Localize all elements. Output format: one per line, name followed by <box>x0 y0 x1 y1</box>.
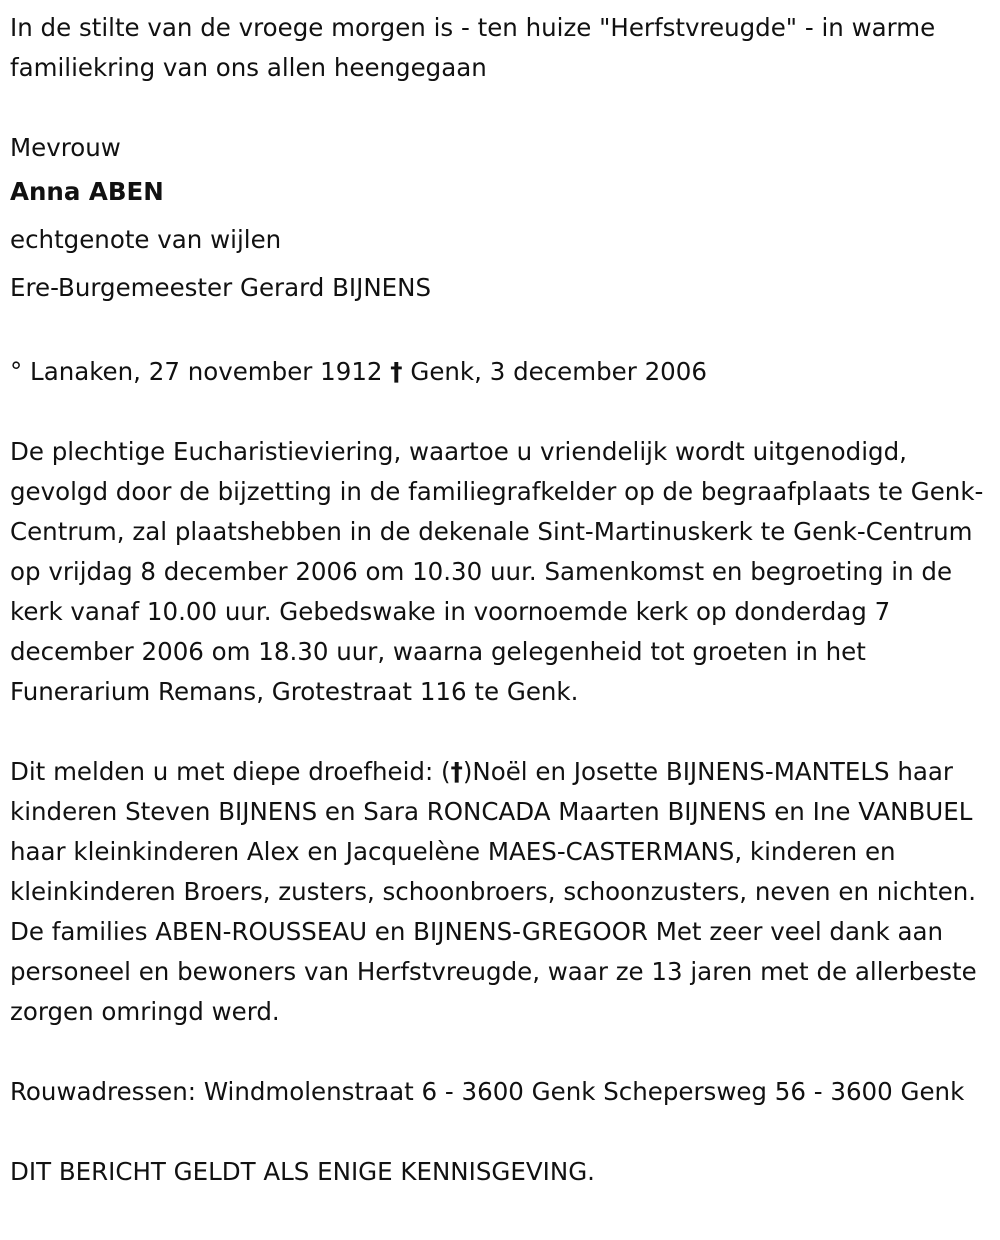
salutation: Mevrouw <box>10 133 121 162</box>
intro-text: In de stilte van de vroege morgen is - ten huize "Herfstvreugde" - in warme familiekring van ons allen heengegaan <box>10 13 936 82</box>
birth-info: ° Lanaken, 27 november 1912 <box>10 357 383 386</box>
deceased-name: Anna ABEN <box>10 177 164 206</box>
family-list: )Noël en Josette BIJNENS-MANTELS haar kinderen Steven BIJNENS en Sara RONCADA Maarten BIJNENS en Ine VANBUEL haar kleinkinderen Alex en Jacquelène MAES-CASTERMANS, kinderen en kleinkinderen Broers, zusters, schoonbroers, schoonzusters, neven en nichten. De families ABEN-ROUSSEAU en BIJNENS-GREGOOR Met zeer veel dank aan personeel en bewoners van Herfstvreugde, waar ze 13 jaren met de allerbeste zorgen omringd werd. <box>10 757 977 1026</box>
death-info: Genk, 3 december 2006 <box>410 357 707 386</box>
husband-name: Ere-Burgemeester Gerard BIJNENS <box>10 273 432 302</box>
relation-text: echtgenote van wijlen <box>10 225 282 254</box>
ceremony-text: De plechtige Eucharistieviering, waartoe u vriendelijk wordt uitgenodigd, gevolgd door de bijzetting in de familiegrafkelder op de begraafplaats te Genk-Centrum, zal plaatshebben in de dekenale Sint-Martinuskerk te Genk-Centrum op vrijdag 8 december 2006 om 10.30 uur. Samenkomst en begroeting in de kerk vanaf 10.00 uur. Gebedswake in voornoemde kerk op donderdag 7 december 2006 om 18.30 uur, waarna gelegenheid tot groeten in het Funerarium Remans, Grotestraat 116 te Genk. <box>10 437 984 706</box>
family-prefix: Dit melden u met diepe droefheid: ( <box>10 757 451 786</box>
mourning-addresses: Rouwadressen: Windmolenstraat 6 - 3600 Genk Schepersweg 56 - 3600 Genk <box>10 1077 965 1106</box>
closing-statement: DIT BERICHT GELDT ALS ENIGE KENNISGEVING. <box>10 1157 595 1186</box>
cross-icon: † <box>390 357 403 386</box>
life-dates <box>10 352 990 392</box>
family-text <box>10 752 990 1032</box>
family-cross-icon: † <box>450 757 463 786</box>
